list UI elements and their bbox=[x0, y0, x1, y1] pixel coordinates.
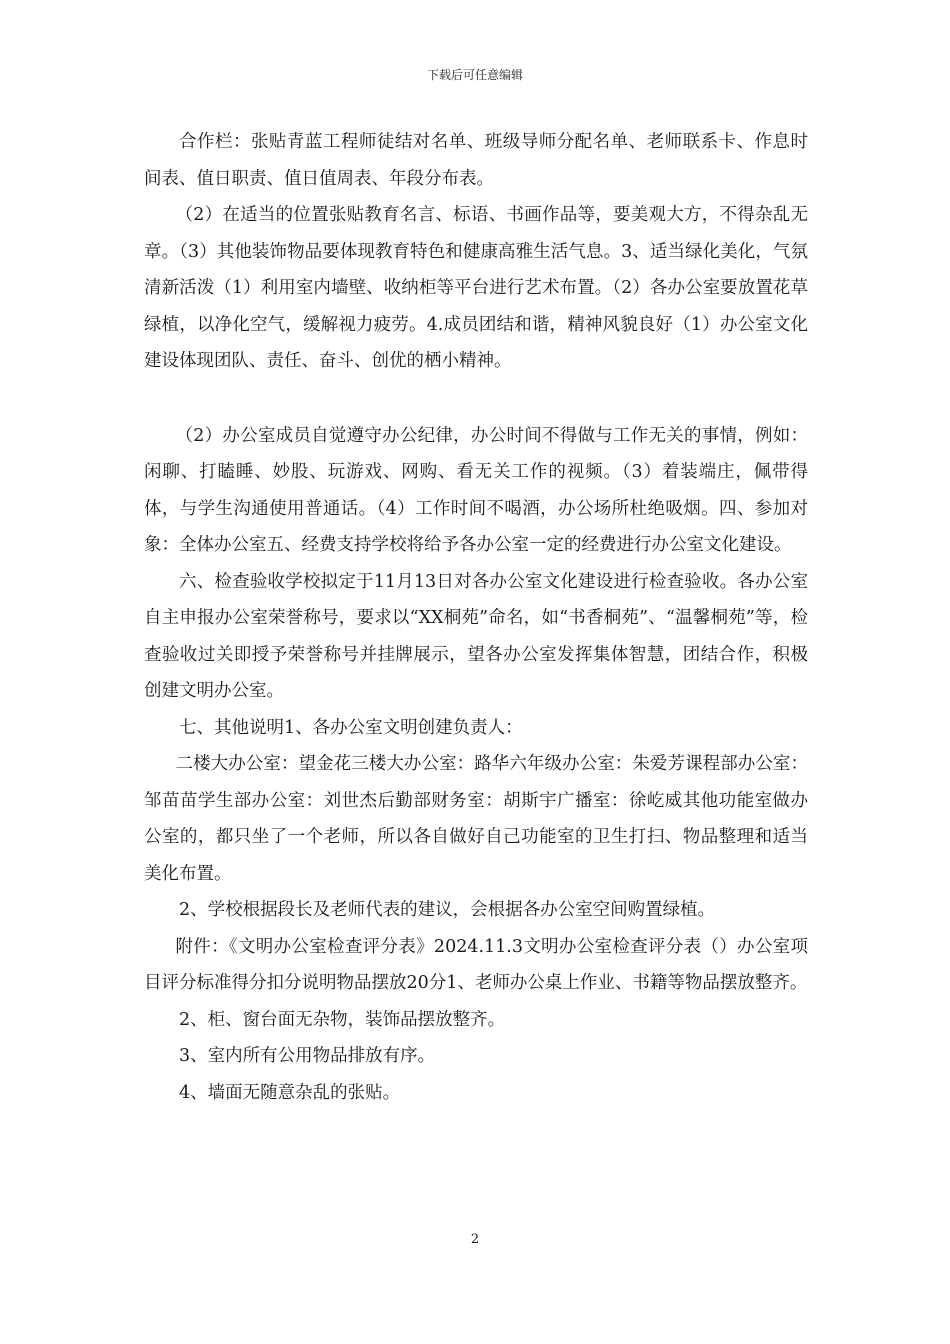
paragraph-decoration-rules: （2）在适当的位置张贴教育名言、标语、书画作品等，要美观大方，不得杂乱无章。（3）其他装饰物品要体现教育特色和健康高雅生活气息。3、适当绿化美化，气氛清新活泼（1）利用室内墙壁、收纳柜等平台进行艺术布置。（2）各办公室要放置花草绿植，以净化空气，缓解视力疲劳。4.成员团结和谐，精神风貌良好（1）办公室文化建设体现团队、责任、奋斗、创优的栖小精神。 bbox=[144, 205, 808, 371]
paragraph-cabinet-rule: 2、柜、窗台面无杂物，装饰品摆放整齐。 bbox=[179, 1009, 506, 1030]
paragraph-cooperation-board: 合作栏：张贴青蓝工程师徒结对名单、班级导师分配名单、老师联系卡、作息时间表、值日职责、值日值周表、年段分布表。 bbox=[144, 132, 808, 189]
page-number: 2 bbox=[470, 1232, 480, 1247]
paragraph-other-notes: 七、其他说明1、各办公室文明创建负责人： bbox=[179, 717, 523, 738]
paragraph-office-leaders: 二楼大办公室：望金花三楼大办公室：路华六年级办公室：朱爱芳课程部办公室：邹苗苗学生部办公室：刘世杰后勤部财务室：胡斯宇广播室：徐屹威其他功能室做办公室的，都只坐了一个老师，所以各自做好自己功能室的卫生打扫、物品整理和适当美化布置。 bbox=[144, 754, 808, 884]
paragraph-wall-rule: 4、墙面无随意杂乱的张贴。 bbox=[179, 1082, 401, 1103]
paragraph-public-items-rule: 3、室内所有公用物品排放有序。 bbox=[179, 1046, 436, 1066]
paragraph-attachment: 附件：《文明办公室检查评分表》2024.11.3文明办公室检查评分表（）办公室项目评分标准得分扣分说明物品摆放20分1、老师办公桌上作业、书籍等物品摆放整齐。 bbox=[144, 936, 808, 993]
paragraph-inspection: 六、检查验收学校拟定于11月13日对各办公室文化建设进行检查验收。各办公室自主申报办公室荣誉称号，要求以“XX桐苑”命名，如“书香桐苑”、“温馨桐苑”等，检查验收过关即授予荣誉称号并挂牌展示，望各办公室发挥集体智慧，团结合作，积极创建文明办公室。 bbox=[144, 571, 808, 701]
paragraph-office-discipline: （2）办公室成员自觉遵守办公纪律，办公时间不得做与工作无关的事情，例如：闲聊、打瞌睡、妙股、玩游戏、网购、看无关工作的视频。（3）着装端庄，佩带得体，与学生沟通使用普通话。（4）工作时间不喝酒，办公场所杜绝吸烟。四、参加对象：全体办公室五、经费支持学校将给予各办公室一定的经费进行办公室文化建设。 bbox=[144, 425, 808, 555]
paragraph-gap bbox=[144, 380, 808, 418]
document-body bbox=[144, 124, 808, 1111]
paragraph-green-plants: 2、学校根据段长及老师代表的建议，会根据各办公室空间购置绿植。 bbox=[179, 900, 716, 920]
page-header-note: 下载后可任意编辑 bbox=[426, 68, 523, 82]
